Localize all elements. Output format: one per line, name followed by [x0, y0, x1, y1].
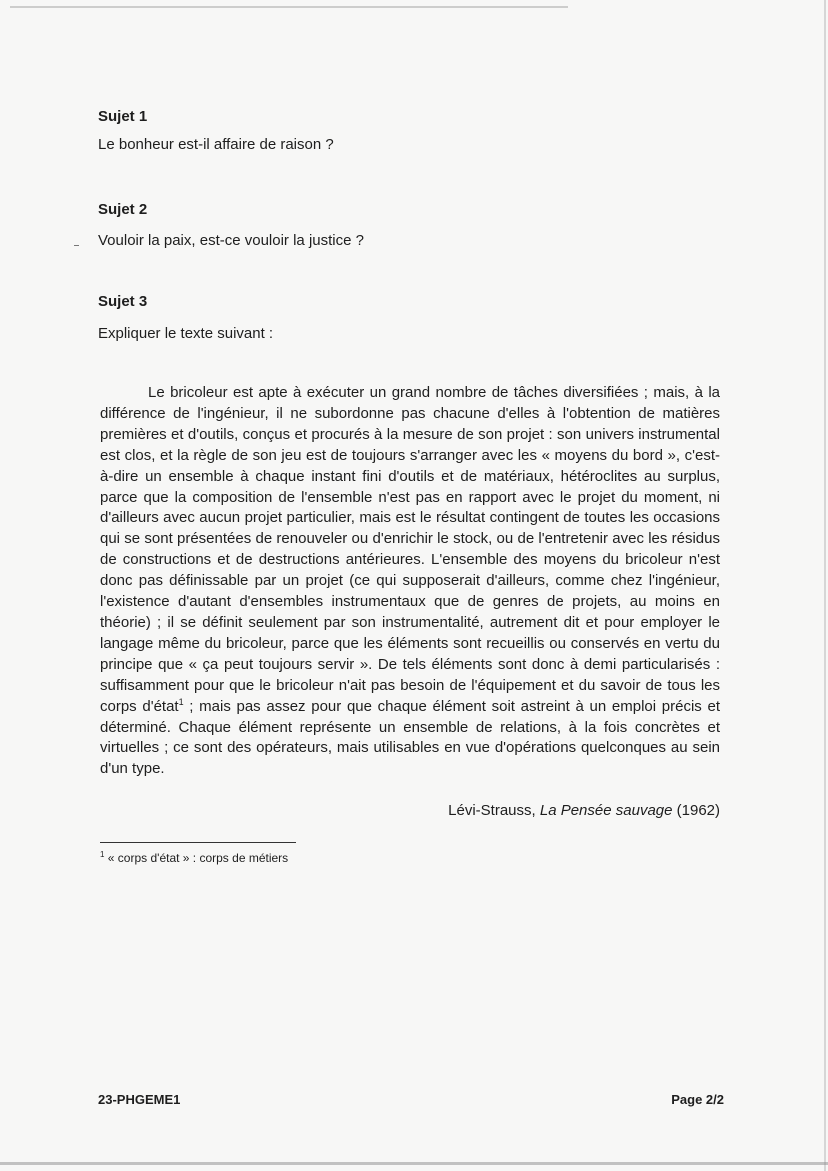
footnote: [100, 850, 288, 865]
scan-edge-bottom: [0, 1162, 828, 1165]
subject-1-text: Le bonheur est-il affaire de raison ?: [98, 136, 334, 153]
footnote-number: 1: [100, 850, 105, 859]
footnote-divider: [100, 842, 296, 843]
document-code: 23-PHGEME1: [98, 1092, 181, 1107]
subject-2-text: Vouloir la paix, est-ce vouloir la justice ?: [98, 232, 364, 249]
subject-1-heading: Sujet 1: [98, 108, 148, 125]
citation-year: (1962): [672, 802, 720, 819]
scan-edge-top: [10, 6, 568, 8]
subject-3-text: Expliquer le texte suivant :: [98, 325, 274, 342]
scan-edge-right: [824, 0, 826, 1171]
citation-title: La Pensée sauvage: [539, 802, 673, 819]
footnote-reference: 1: [178, 696, 184, 707]
margin-mark: [74, 245, 79, 246]
excerpt-part-1: Le bricoleur est apte à exécuter un grand nombre de tâches diversifiées ; mais, à la différence de l'ingénieur, il ne subordonne pas chacune d'elles à l'obtention de matières premières et d'outils, conçus et procurés à la mesure de son projet : son univers instrumental est clos, et la règle de son jeu est de toujours s'arranger avec les « moyens du bord », c'est-à-dire un ensemble à chaque instant fini d'outils et de matériaux, hétéroclites au surplus, parce que la composition de l'ensemble n'est pas en rapport avec le projet du moment, ni d'ailleurs avec aucun projet particulier, mais est le résultat contingent de toutes les occasions qui se sont présentées de renouveler ou d'enrichir le stock, ou de l'entretenir avec les résidus de constructions et de destructions antérieures. L'ensemble des moyens du bricoleur n'est donc pas définissable par un projet (ce qui supposerait d'ailleurs, comme chez l'ingénieur, l'existence d'autant d'ensembles instrumentaux que de genres de projets, au moins en théorie) ; il se définit seulement par son instrumentalité, autrement dit et pour employer le langage même du bricoleur, parce que les éléments sont recueillis ou conservés en vertu du principe que « ça peut toujours servir ». De tels éléments sont donc à demi particularisés : suffisamment pour que le bricoleur n'ait pas besoin de l'équipement et du savoir de tous les corps d'état: [100, 384, 720, 715]
excerpt-text: [100, 383, 720, 780]
page-number: Page 2/2: [671, 1092, 724, 1107]
citation: [448, 802, 720, 819]
footnote-text: « corps d'état » : corps de métiers: [104, 851, 289, 865]
excerpt-part-2: ; mais pas assez pour que chaque élément soit astreint à un emploi précis et déterminé. Chaque élément représente un ensemble de relations, à la fois concrètes et virtuelles ; ce sont des opérateurs, mais utilisables en vue d'opérations quelconques au sein d'un type.: [100, 697, 720, 778]
subject-3-heading: Sujet 3: [98, 293, 148, 310]
subject-2-heading: Sujet 2: [98, 201, 148, 218]
citation-author: Lévi-Strauss,: [448, 802, 540, 819]
